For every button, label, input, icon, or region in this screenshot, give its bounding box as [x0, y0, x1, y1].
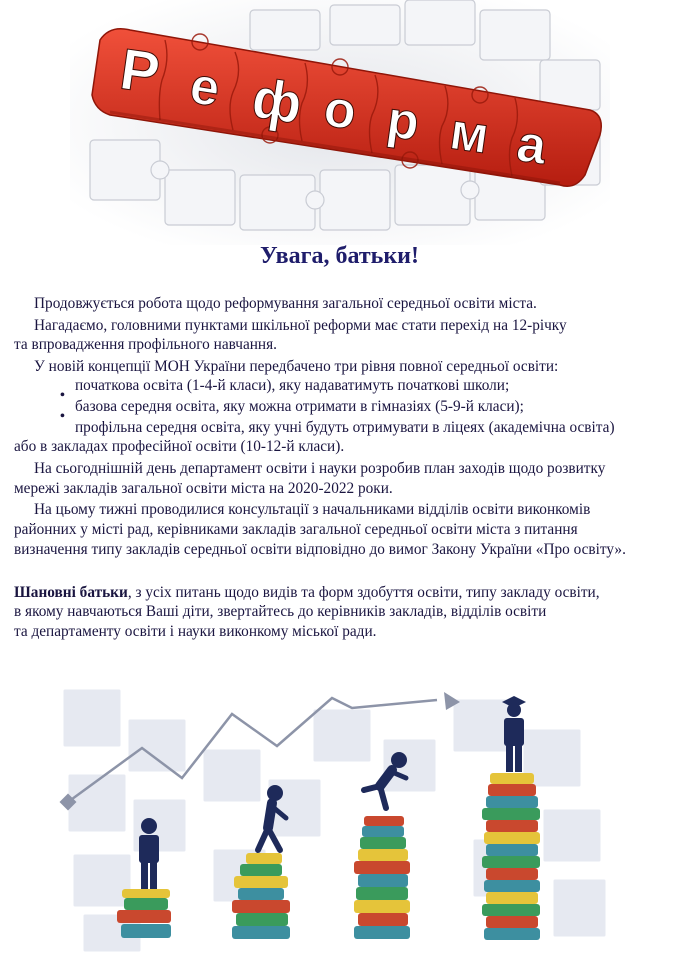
page-title: Увага, батьки!: [259, 243, 419, 269]
paragraph-6-line-1: [14, 583, 600, 602]
banner-letter: Р: [116, 36, 164, 107]
banner-letter: р: [383, 90, 423, 153]
education-growth-infographic: [52, 678, 622, 960]
book-stack-2: [232, 853, 290, 939]
book-stack-3: [354, 816, 410, 939]
banner-letter: а: [513, 114, 551, 176]
bullet-icon: •: [60, 388, 65, 403]
paragraph-3: У новій концепції МОН України передбачено три рівня повної середньої освіти:: [34, 358, 559, 375]
list-item-primary: початкова освіта (1-4-й класи), яку надаватимуть початкові школи;: [75, 377, 510, 394]
paragraph-6-line-3: та департаменту освіти і науки виконкому міської ради.: [14, 623, 377, 640]
book-stack-4: [482, 773, 540, 940]
paragraph-5-line-1: На цьому тижні проводилися консультації з начальниками відділів освіти виконкомів: [34, 501, 591, 518]
paragraph-5-line-2: районних у місті рад, керівниками закладів загальної середньої освіти міста з питання: [14, 521, 578, 538]
bullet-icon: •: [60, 409, 65, 424]
paragraph-2-line-2: та впровадження профільного навчання.: [14, 336, 277, 353]
reforma-banner: [70, 0, 610, 245]
list-item-profile-line-1: профільна середня освіта, яку учні будуть отримувати в ліцеях (академічна освіта): [75, 419, 615, 436]
paragraph-6-line-2: в якому навчаються Ваші діти, звертайтесь до керівників закладів, відділів освіти: [14, 603, 547, 620]
list-item-basic: базова середня освіта, яку можна отримати в гімназіях (5-9-й класи);: [75, 398, 524, 415]
banner-letter: м: [446, 102, 493, 166]
list-item-profile-line-2: або в закладах професійної освіти (10-12-й класи).: [14, 438, 345, 455]
paragraph-4-line-1: На сьогоднішній день департамент освіти і науки розробив план заходів щодо розвитку: [34, 460, 606, 477]
banner-letter: е: [186, 56, 224, 119]
book-stack-1: [117, 889, 171, 938]
banner-letter: ф: [248, 65, 307, 136]
banner-letter: о: [320, 79, 360, 142]
paragraph-2-line-1: Нагадаємо, головними пунктами шкільної реформи має стати перехід на 12-річку: [34, 317, 567, 334]
paragraph-1: Продовжується робота щодо реформування загальної середньої освіти міста.: [34, 295, 537, 312]
paragraph-5-line-3: визначення типу закладів середньої освіти відповідно до вимог Закону України «Про освіту».: [14, 541, 626, 558]
paragraph-6-rest: , з усіх питань щодо видів та форм здобуття освіти, типу закладу освіти,: [127, 584, 600, 601]
paragraph-4-line-2: мережі закладів загальної освіти міста на 2020-2022 роки.: [14, 480, 393, 497]
dear-parents-label: Шановні батьки: [14, 584, 128, 601]
